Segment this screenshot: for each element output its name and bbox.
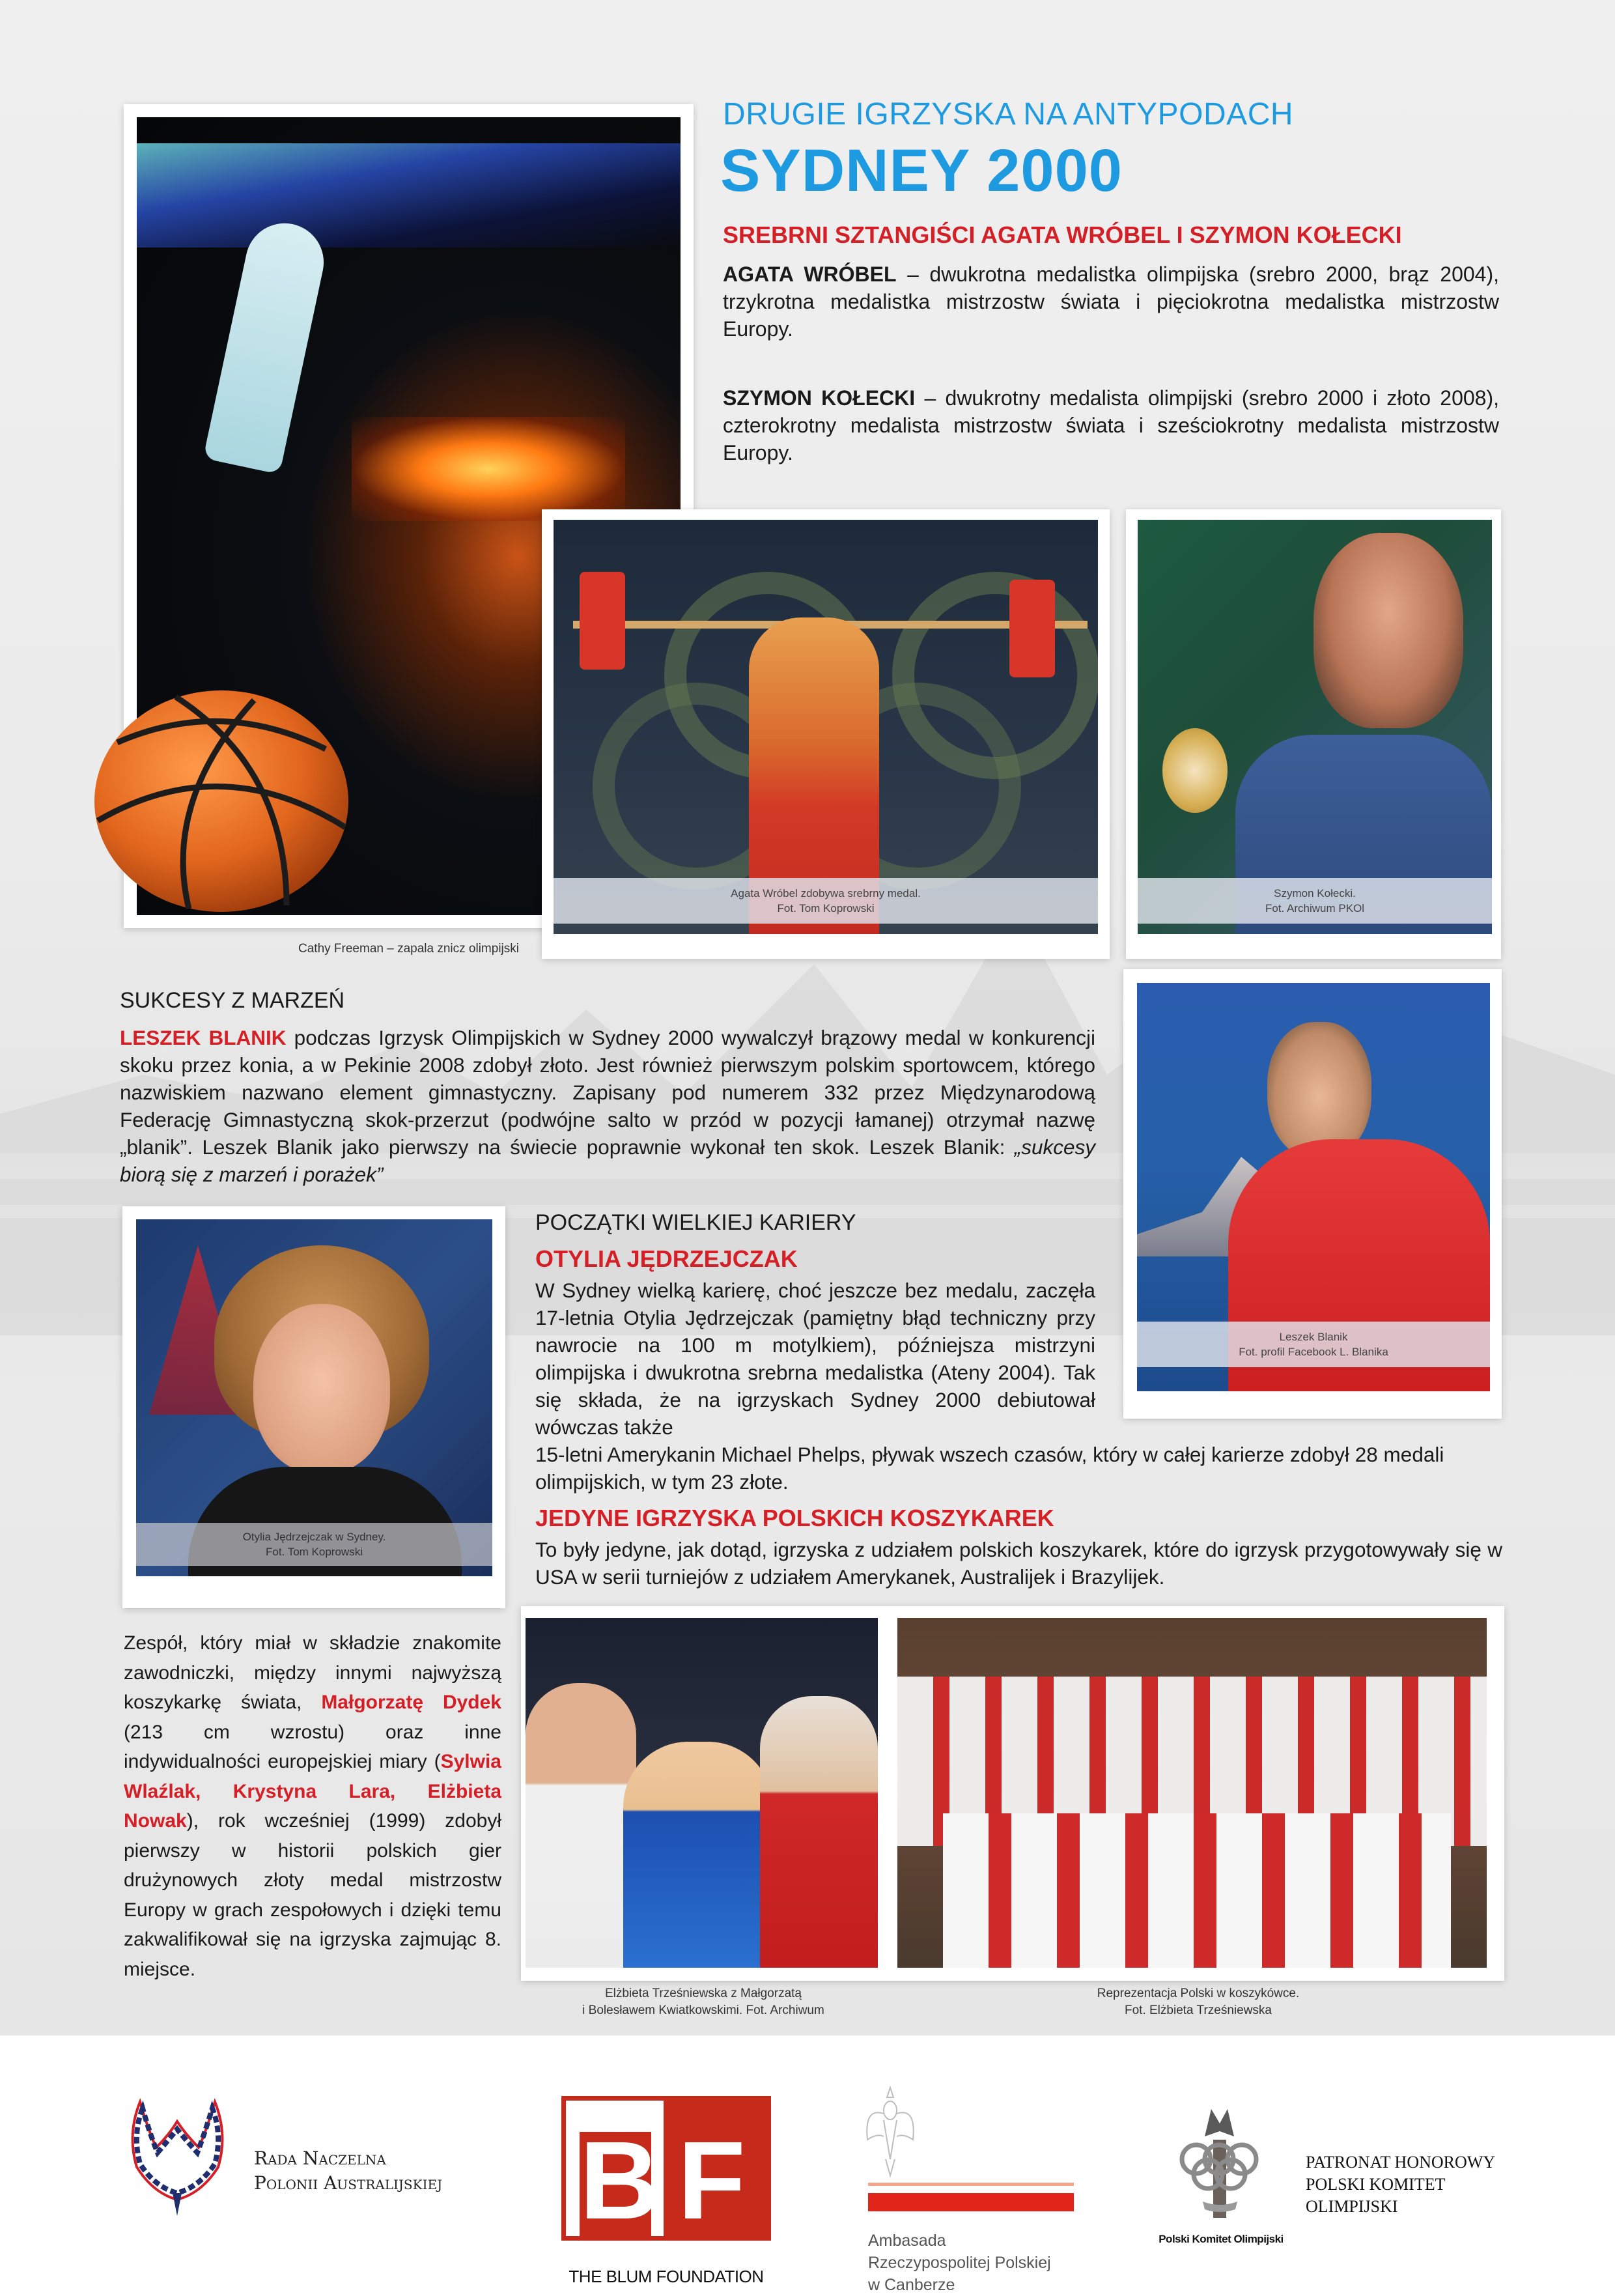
man-red-jacket (760, 1696, 878, 1968)
otylia-caption-line1: Otylia Jędrzejczak w Sydney. (242, 1531, 386, 1543)
kolecki-caption-line1: Szymon Kołecki. (1274, 887, 1356, 900)
patronat-text (1306, 2151, 1495, 2218)
kwiatkowscy-caption-line2: i Bolesławem Kwiatkowskimi. Fot. Archiwum (582, 2004, 824, 2017)
koszykarki-heading: JEDYNE IGRZYSKA POLSKICH KOSZYKAREK (535, 1505, 1054, 1531)
rada-naczelna-eagle-logo (120, 2095, 234, 2219)
kwiatkowscy-photo (526, 1618, 878, 1968)
team-name-dydek: Małgorzatę Dydek (321, 1692, 501, 1713)
kicker-heading: DRUGIE IGRZYSKA NA ANTYPODACH (723, 97, 1294, 132)
kolecki-photo-frame (1126, 509, 1501, 959)
bf-letters: BF (580, 2119, 764, 2243)
team-caption-line1: Reprezentacja Polski w koszykówce. (1097, 1987, 1300, 2000)
otylia-caption (136, 1523, 492, 1566)
polish-flag-stripe-red (868, 2193, 1074, 2211)
otylia-caption-line2: Fot. Tom Koprowski (266, 1546, 363, 1558)
kolecki-caption (1138, 878, 1492, 924)
kariera-heading: POCZĄTKI WIELKIEJ KARIERY (535, 1210, 856, 1235)
polish-eagle-emblem (861, 2081, 920, 2179)
team-caption (899, 1985, 1498, 2019)
agata-description: – dwukrotna medalistka olimpijska (srebro 2000, brąz 2004), trzykrotna medalistka mistrzostw świata i pięciokrotna medalistka mistrzostw Europy. (723, 262, 1500, 341)
szymon-description: – dwukrotny medalista olimpijski (srebro 2000 i złoto 2008), czterokrotny medalista mistrzostw świata i sześciokrotny medalista mistrzostw Europy. (723, 386, 1500, 464)
ambasada-line3: w Canberze (868, 2276, 955, 2294)
page-title: SYDNEY 2000 (720, 137, 1123, 204)
torchbearer-figure (203, 216, 331, 475)
blanik-caption-line2: Fot. profil Facebook L. Blanika (1239, 1346, 1388, 1358)
team-names-others: Sylwia Wlaźlak, Krystyna Lara, Elżbieta Nowak (124, 1751, 501, 1832)
agata-paragraph (723, 261, 1499, 343)
rada-line1: Rada Naczelna (254, 2147, 386, 2169)
ambasada-line2: Rzeczypospolitej Polskiej (868, 2254, 1051, 2272)
kwiatkowscy-caption-line1: Elżbieta Trześniewska z Małgorzatą (604, 1987, 802, 2000)
agata-name: AGATA WRÓBEL (723, 262, 897, 286)
pkol-label: Polski Komitet Olimpijski (1159, 2233, 1284, 2245)
wrobel-photo (554, 520, 1098, 934)
woman-blue-top (623, 1742, 773, 1968)
wrobel-caption (554, 878, 1098, 924)
freeman-caption: Cathy Freeman – zapala znicz olimpijski (298, 942, 519, 956)
section-subtitle: SREBRNI SZTANGIŚCI AGATA WRÓBEL I SZYMON KOŁECKI (723, 221, 1402, 248)
otylia-paragraph-wide: 15-letni Amerykanin Michael Phelps, pływak wszech czasów, który w całej karierze zdobył 28 medali olimpijskich, w tym 23 złote. (535, 1443, 1444, 1494)
sponsors-footer (0, 2035, 1615, 2294)
patronat-line3: OLIMPIJSKI (1306, 2197, 1398, 2216)
wrobel-caption-line1: Agata Wróbel zdobywa srebrny medal. (731, 887, 921, 900)
flames (352, 417, 625, 521)
gold-medal (1162, 728, 1228, 813)
team-caption-line2: Fot. Elżbieta Trześniewska (1125, 2004, 1272, 2017)
szymon-name: SZYMON KOŁECKI (723, 386, 916, 410)
rada-line2: Polonii Australijskiej (254, 2172, 443, 2194)
blanik-name: LESZEK BLANIK (120, 1026, 287, 1049)
otylia-photo (136, 1219, 492, 1576)
team-paragraph (124, 1628, 501, 1984)
patronat-line2: POLSKI KOMITET (1306, 2175, 1446, 2194)
ambasada-line1: Ambasada (868, 2232, 946, 2250)
polish-flag-stripe-light (868, 2183, 1074, 2186)
stage-water-band (137, 143, 681, 248)
kolecki-head (1313, 533, 1463, 728)
basketball-photos-frame (521, 1606, 1504, 1981)
barbell-plate-left (580, 572, 625, 670)
blanik-photo-frame (1123, 969, 1502, 1419)
team-text-1: Zespół, który miał w składzie znakomite zawodniczki, między innymi najwyższą koszykarkę świata, (124, 1632, 501, 1713)
team-photo (897, 1618, 1487, 1968)
wrobel-photo-frame (542, 509, 1110, 959)
kolecki-caption-line2: Fot. Archiwum PKOl (1265, 902, 1365, 914)
otylia-name-heading: OTYLIA JĘDRZEJCZAK (535, 1245, 798, 1272)
otylia-face (253, 1304, 390, 1473)
koszykarki-paragraph: To były jedyne, jak dotąd, igrzyska z udziałem polskich koszykarek, które do igrzysk przygotowywały się w USA w serii turniejów z udziałem Amerykanek, Australijek i Brazylijek. (535, 1538, 1502, 1589)
team-text-3: ), rok wcześniej (1999) zdobył pierwszy w historii polskich gier drużynowych złoty medal mistrzostw Europy w grach zespołowych i dzięki temu zakwalifikował się na igrzyska zajmując 8. miejsce. (124, 1810, 501, 1980)
blanik-photo (1137, 983, 1490, 1391)
pkol-emblem-logo (1175, 2104, 1263, 2221)
patronat-line1: PATRONAT HONOROWY (1306, 2153, 1496, 2172)
blanik-quote: „sukcesy biorą się z marzeń i porażek” (120, 1135, 1095, 1186)
team-text-2: (213 cm wzrostu) oraz inne indywidualności europejskiej miary ( (124, 1721, 501, 1772)
blanik-paragraph (120, 1024, 1095, 1188)
blum-foundation-logo (561, 2096, 771, 2241)
team-front-row (943, 1813, 1451, 1968)
blanik-head (1267, 1022, 1371, 1159)
sukcesy-heading: SUKCESY Z MARZEŃ (120, 988, 345, 1013)
ambasada-text (868, 2230, 1051, 2296)
blum-foundation-name: THE BLUM FOUNDATION (569, 2267, 764, 2286)
blanik-caption-line1: Leszek Blanik (1279, 1331, 1348, 1343)
barbell-plate-right (1009, 580, 1055, 677)
blanik-description: podczas Igrzysk Olimpijskich w Sydney 2000 wywalczył brązowy medal w konkurencji skoku przez konia, a w Pekinie 2008 zdobył złoto. Jest również pierwszym polskim sportowcem, którego nazwiskiem nazwano element gimnastyczny. Zapisany pod numerem 332 przez Międzynarodową Federację Gimnastyczną skok-przerzut (podwójne salto w przód w pozycji łamanej) otrzymał nazwę „blanik”. Leszek Blanik jako pierwszy na świecie poprawnie wykonał ten skok. Leszek Blanik: (120, 1026, 1095, 1159)
kwiatkowscy-caption (521, 1985, 886, 2019)
player-white-jersey (526, 1683, 636, 1968)
basketball-icon (91, 671, 352, 918)
kolecki-photo (1138, 520, 1492, 934)
blanik-caption (1137, 1322, 1490, 1367)
otylia-photo-frame (122, 1206, 505, 1608)
rada-naczelna-text (254, 2146, 442, 2196)
otylia-paragraph-narrow: W Sydney wielką karierę, choć jeszcze bez medalu, zaczęła 17-letnia Otylia Jędrzejczak (pamiętny błąd techniczny przy nawrocie na 100 m motylkiem), późniejsza mistrzyni olimpijska i dwukrotna srebrna medalistka (Ateny 2004). Tak się składa, że na igrzyskach Sydney 2000 debiutował wówczas także (535, 1279, 1095, 1439)
szymon-paragraph (723, 384, 1499, 466)
wrobel-caption-line2: Fot. Tom Koprowski (777, 902, 875, 914)
